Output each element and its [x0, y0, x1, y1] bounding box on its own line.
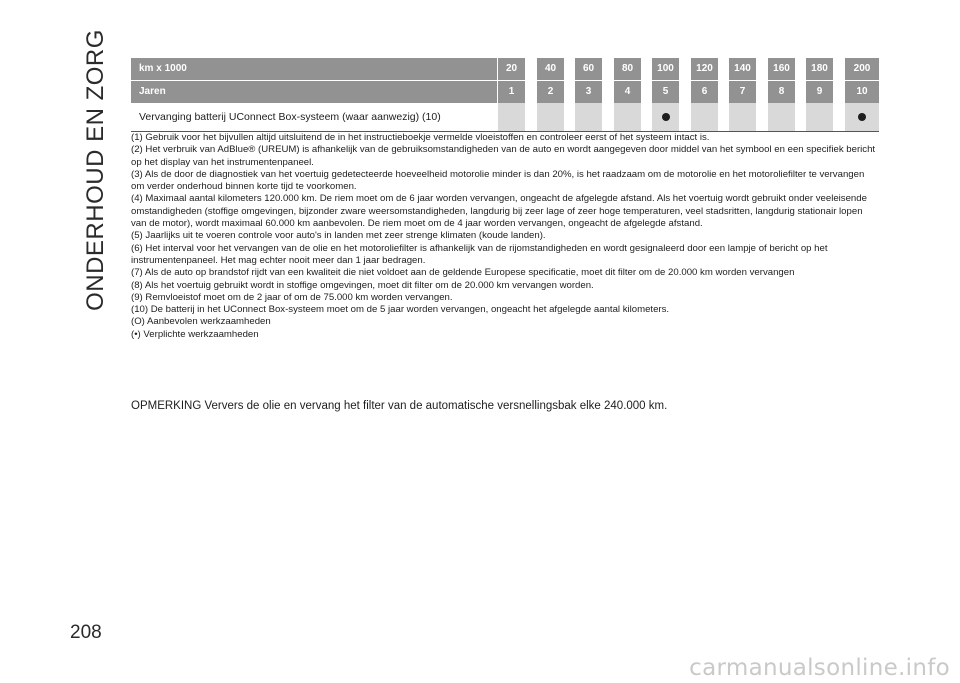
- km-cell: 160: [768, 58, 795, 80]
- year-cell: 7: [729, 81, 756, 103]
- km-cell: 80: [614, 58, 641, 80]
- km-cell: 200: [845, 58, 879, 80]
- km-header-row: [131, 58, 879, 81]
- km-label: km x 1000: [131, 58, 497, 80]
- interval-cell: [537, 103, 564, 131]
- chapter-title-text: ONDERHOUD EN ZORG: [82, 29, 109, 311]
- footnote: (2) Het verbruik van AdBlue® (UREUM) is afhankelijk van de gebruiksomstandigheden van de auto en wordt aangegeven door middel van het symbool en een specifiek bericht op het display van het instrumentenpaneel.: [131, 144, 876, 168]
- interval-cell: [575, 103, 602, 131]
- year-cell: 6: [691, 81, 718, 103]
- year-cell: 4: [614, 81, 641, 103]
- year-cell: 2: [537, 81, 564, 103]
- maintenance-table: [131, 58, 879, 132]
- page-number: 208: [70, 622, 102, 643]
- km-cell: 120: [691, 58, 718, 80]
- chapter-title: [76, 29, 116, 311]
- footnotes: [131, 132, 879, 341]
- km-cell: 100: [652, 58, 679, 80]
- footnote: (3) Als de door de diagnostiek van het voertuig gedetecteerde hoeveelheid motorolie minder is dan 20%, is het raadzaam om de motorolie en het motoroliefilter te vervangen om verder onderhoud binnen korte tijd te voorkomen.: [131, 168, 865, 193]
- km-cell: 60: [575, 58, 602, 80]
- footnote: (9) Remvloeistof moet om de 2 jaar of om de 75.000 km worden vervangen.: [131, 291, 453, 303]
- footnote: (6) Het interval voor het vervangen van de olie en het motoroliefilter is afhankelijk van de rijomstandigheden en wordt gesignaleerd door een lampje of bericht op het instrumentenpaneel. Het mag echter nooit meer dan 1 jaar bedragen.: [131, 242, 828, 266]
- interval-cell: [614, 103, 641, 131]
- year-cell: 8: [768, 81, 795, 103]
- interval-cell: [729, 103, 756, 131]
- years-label: Jaren: [131, 81, 497, 103]
- year-cell: 1: [498, 81, 525, 103]
- interval-cell: [652, 103, 679, 131]
- opmerking-note: OPMERKING Ververs de olie en vervang het filter van de automatische versnellingsbak elke 240.000 km.: [131, 400, 668, 412]
- km-cell: 180: [806, 58, 833, 80]
- interval-cell: [768, 103, 795, 131]
- interval-cell: [806, 103, 833, 131]
- footnote: (10) De batterij in het UConnect Box-systeem moet om de 5 jaar worden vervangen, ongeacht het afgelegde aantal kilometers.: [131, 304, 670, 316]
- year-cell: 10: [845, 81, 879, 103]
- interval-cell: [691, 103, 718, 131]
- table-row: [131, 103, 879, 132]
- watermark: carmanualsonline.info: [689, 655, 950, 681]
- year-cell: 5: [652, 81, 679, 103]
- footnote: (O) Aanbevolen werkzaamheden: [131, 316, 271, 328]
- footnote: (8) Als het voertuig gebruikt wordt in stoffige omgevingen, moet dit filter om de 20.000 km vervangen worden.: [131, 279, 594, 291]
- task-label: Vervanging batterij UConnect Box-systeem (waar aanwezig) (10): [131, 103, 497, 131]
- year-cell: 3: [575, 81, 602, 103]
- years-header-row: [131, 81, 879, 103]
- footnote: (•) Verplichte werkzaamheden: [131, 328, 259, 340]
- interval-cell: [845, 103, 879, 131]
- km-cell: 40: [537, 58, 564, 80]
- year-cell: 9: [806, 81, 833, 103]
- interval-cell: [498, 103, 525, 131]
- footnote: (4) Maximaal aantal kilometers 120.000 km. De riem moet om de 6 jaar worden vervangen, ongeacht de afgelegde afstand. Als het voertuig wordt gebruikt onder veeleisende omstandigheden (stoffige omgevingen, bijzonder zware weersomstandigheden, langdurig bij zeer lage of zeer hoge temperaturen, veel stadsritten, langdurig stationair lopen van de motor), wordt maximaal 60.000 km aanbevolen. De riem moet om de 4 jaar worden vervangen, ongeacht de afgelegde afstand.: [131, 193, 867, 230]
- footnote: (1) Gebruik voor het bijvullen altijd uitsluitend de in het instructieboekje vermelde vloeistoffen en controleer eerst of het systeem intact is.: [131, 132, 710, 143]
- km-cell: 140: [729, 58, 756, 80]
- km-cell: 20: [498, 58, 525, 80]
- footnote: (7) Als de auto op brandstof rijdt van een kwaliteit die niet voldoet aan de geldende Europese specificatie, moet dit filter om de 20.000 km worden vervangen: [131, 267, 795, 279]
- footnote: (5) Jaarlijks uit te voeren controle voor auto's in landen met zeer strenge klimaten (koude landen).: [131, 230, 546, 242]
